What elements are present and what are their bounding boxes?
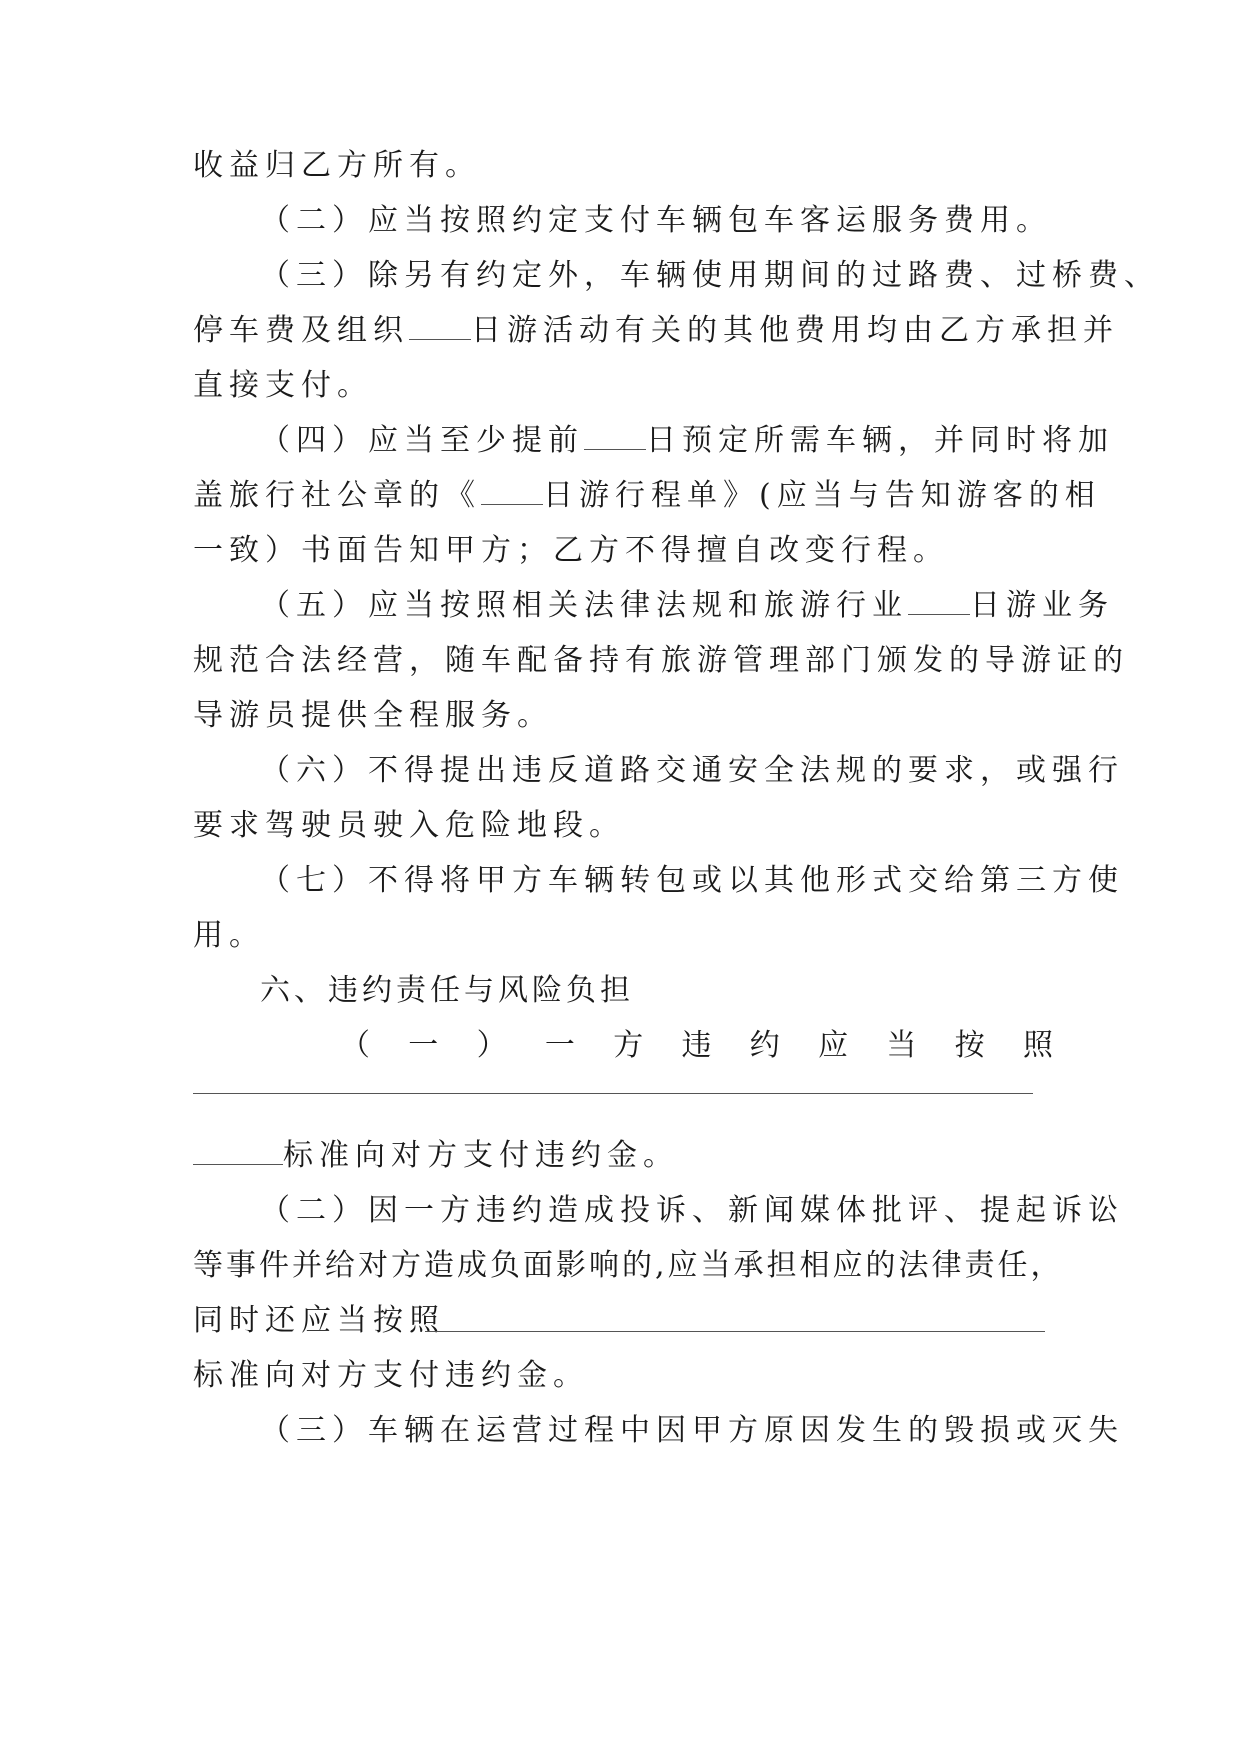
text: （七）不得将甲方车辆转包或以其他形式交给第三方使 [260, 863, 1124, 898]
char: 按 [954, 1028, 985, 1063]
text: 用。 [193, 918, 265, 953]
text: （三）车辆在运营过程中因甲方原因发生的毁损或灭失 [260, 1413, 1124, 1448]
clause-4-line-3 [193, 531, 1053, 571]
text: （二）应当按照约定支付车辆包车客运服务费用。 [260, 203, 1052, 238]
text-line-1 [193, 146, 1053, 186]
breach-clause-1-spread [340, 1026, 1053, 1066]
clause-4 [260, 421, 1114, 461]
clause-7 [260, 861, 1124, 901]
fill-blank[interactable] [409, 313, 471, 340]
char: 照 [1022, 1028, 1053, 1063]
char: 应 [818, 1028, 849, 1063]
text: 等事件并给对方造成负面影响的,应当承担相应的法律责任， [193, 1248, 1064, 1283]
breach-clause-2-line-3 [193, 1301, 1053, 1341]
text: 收益归乙方所有。 [193, 148, 481, 183]
breach-clause-2-line-2 [193, 1246, 1064, 1286]
text: 同时还应当按照 [193, 1303, 445, 1338]
fill-blank-full-line[interactable] [193, 1093, 1033, 1094]
char: 违 [681, 1028, 712, 1063]
fill-blank[interactable] [193, 1138, 283, 1165]
fill-blank-line[interactable] [425, 1331, 1045, 1332]
text: 日游行程单》(应当与告知游客的相 [543, 478, 1101, 513]
clause-6-line-2 [193, 806, 1053, 846]
clause-2 [260, 201, 1053, 241]
text: 日游业务 [970, 588, 1114, 623]
fill-blank[interactable] [584, 423, 646, 450]
fill-blank[interactable] [481, 478, 543, 505]
char: 一 [544, 1028, 575, 1063]
clause-7-line-2 [193, 916, 1053, 956]
breach-clause-2-line-4 [193, 1356, 1053, 1396]
char: 一 [408, 1028, 439, 1063]
clause-5-line-2 [193, 641, 1129, 681]
text: 标准向对方支付违约金。 [283, 1138, 679, 1173]
breach-clause-3 [260, 1411, 1124, 1451]
text: （三）除另有约定外，车辆使用期间的过路费、过桥费、 [260, 258, 1160, 293]
text: 六、违约责任与风险负担 [260, 973, 634, 1008]
clause-3-line-2 [193, 311, 1119, 351]
char: 方 [613, 1028, 644, 1063]
text: （四）应当至少提前 [260, 423, 584, 458]
text: 日预定所需车辆，并同时将加 [646, 423, 1114, 458]
text: 日游活动有关的其他费用均由乙方承担并 [471, 313, 1119, 348]
clause-6 [260, 751, 1124, 791]
text: 盖旅行社公章的《 [193, 478, 481, 513]
text: （六）不得提出违反道路交通安全法规的要求，或强行 [260, 753, 1124, 788]
text: 一致）书面告知甲方；乙方不得擅自改变行程。 [193, 533, 949, 568]
clause-3-line-3 [193, 366, 1053, 406]
text: 要求驾驶员驶入危险地段。 [193, 808, 625, 843]
clause-5 [260, 586, 1114, 626]
fill-blank[interactable] [908, 588, 970, 615]
text: 标准向对方支付违约金。 [193, 1358, 589, 1393]
text: （五）应当按照相关法律法规和旅游行业 [260, 588, 908, 623]
breach-clause-2 [260, 1191, 1124, 1231]
char: ） [476, 1028, 507, 1063]
char: 当 [886, 1028, 917, 1063]
char: （ [340, 1028, 370, 1063]
char: 约 [749, 1028, 780, 1063]
text: 停车费及组织 [193, 313, 409, 348]
clause-5-line-3 [193, 696, 1053, 736]
text: （二）因一方违约造成投诉、新闻媒体批评、提起诉讼 [260, 1193, 1124, 1228]
clause-4-line-2 [193, 476, 1101, 516]
text: 导游员提供全程服务。 [193, 698, 553, 733]
clause-3 [260, 256, 1160, 296]
text: 直接支付。 [193, 368, 373, 403]
breach-clause-1-line-2 [193, 1136, 1053, 1176]
section-heading [260, 971, 1120, 1011]
text: 规范合法经营，随车配备持有旅游管理部门颁发的导游证的 [193, 643, 1129, 678]
